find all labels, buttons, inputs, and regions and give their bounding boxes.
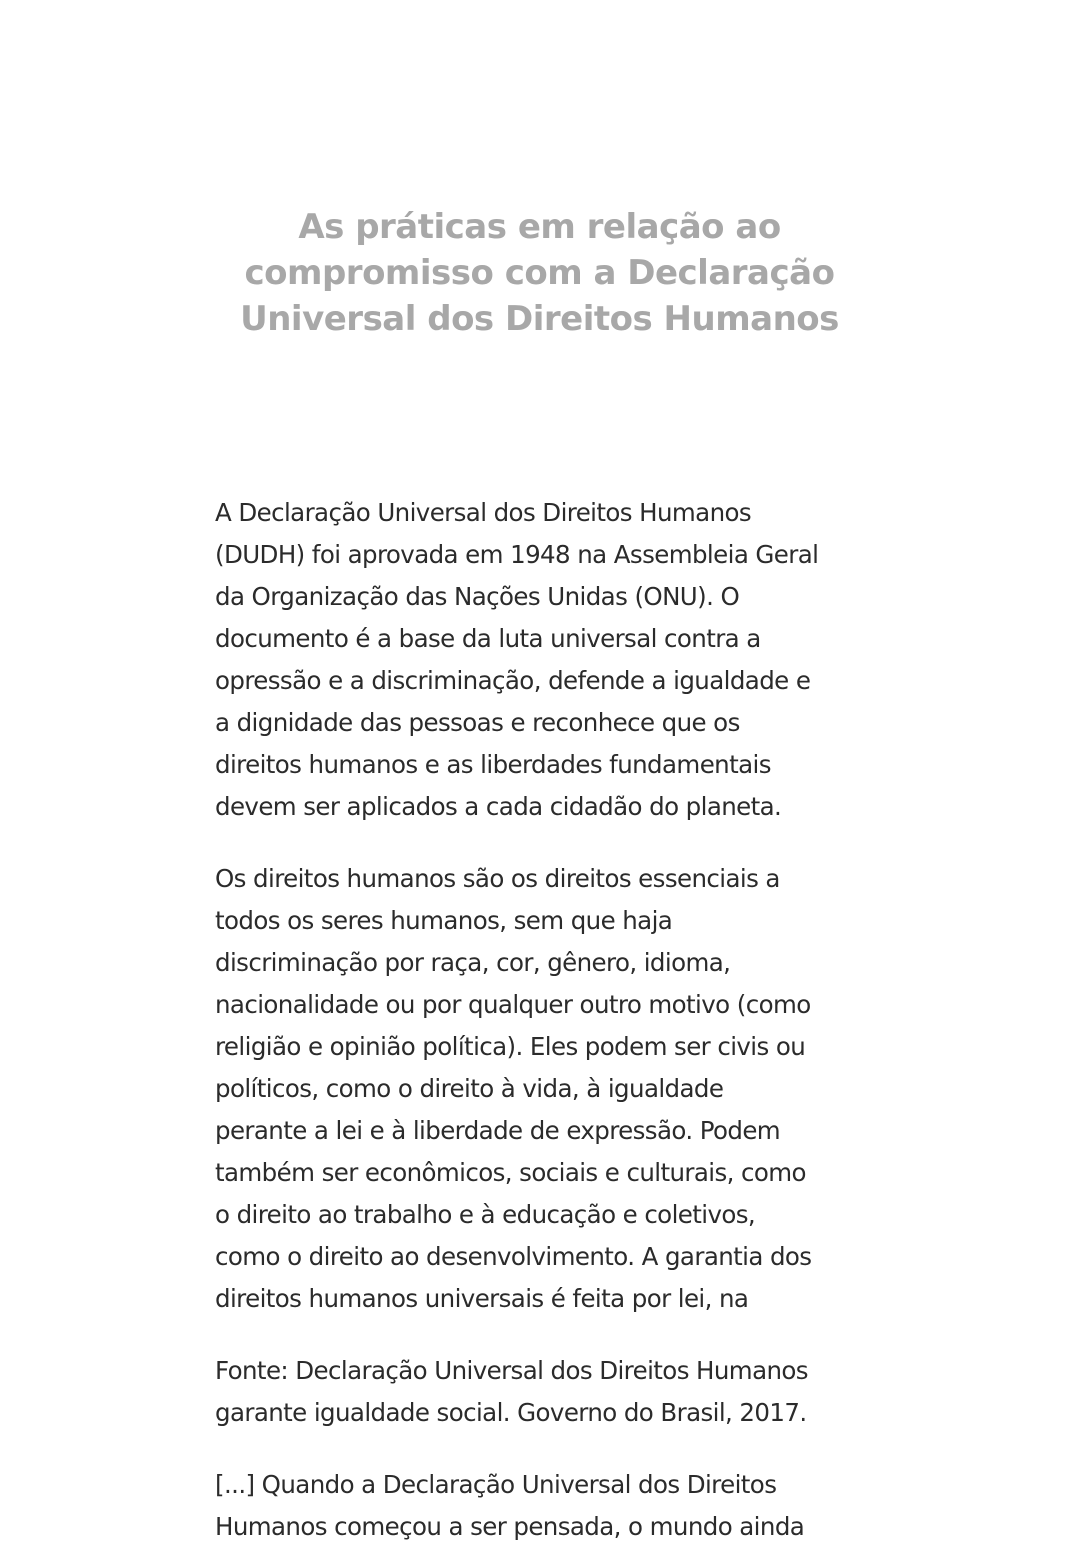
body-text <box>215 492 865 1544</box>
text-line: documento é a base da luta universal contra a <box>215 624 761 653</box>
text-line: (DUDH) foi aprovada em 1948 na Assembleia Geral <box>215 540 819 569</box>
text-line: o direito ao trabalho e à educação e coletivos, <box>215 1200 756 1229</box>
title-line: As práticas em relação ao <box>298 207 781 247</box>
page-title <box>215 204 864 342</box>
title-line: compromisso com a Declaração <box>244 253 835 293</box>
paragraph-human-rights <box>215 858 865 1320</box>
text-line: nacionalidade ou por qualquer outro motivo (como <box>215 990 811 1019</box>
text-line: direitos humanos universais é feita por lei, na <box>215 1284 749 1313</box>
text-line: garante igualdade social. Governo do Brasil, 2017. <box>215 1398 807 1427</box>
text-line: também ser econômicos, sociais e culturais, como <box>215 1158 806 1187</box>
text-line: da Organização das Nações Unidas (ONU). O <box>215 582 740 611</box>
text-line: Fonte: Declaração Universal dos Direitos Humanos <box>215 1356 808 1385</box>
paragraph-dudh-intro <box>215 492 865 828</box>
text-line: a dignidade das pessoas e reconhece que os <box>215 708 740 737</box>
text-line: religião e opinião política). Eles podem ser civis ou <box>215 1032 806 1061</box>
text-line: perante a lei e à liberdade de expressão. Podem <box>215 1116 781 1145</box>
text-line: A Declaração Universal dos Direitos Humanos <box>215 498 752 527</box>
text-line: devem ser aplicados a cada cidadão do planeta. <box>215 792 782 821</box>
text-line: [...] Quando a Declaração Universal dos Direitos <box>215 1470 777 1499</box>
text-line: opressão e a discriminação, defende a igualdade e <box>215 666 811 695</box>
text-line: todos os seres humanos, sem que haja <box>215 906 673 935</box>
paragraph-source <box>215 1350 865 1434</box>
text-line: discriminação por raça, cor, gênero, idioma, <box>215 948 731 977</box>
text-line: Os direitos humanos são os direitos essenciais a <box>215 864 780 893</box>
title-line: Universal dos Direitos Humanos <box>240 299 839 339</box>
paragraph-quote <box>215 1464 865 1544</box>
text-line: como o direito ao desenvolvimento. A garantia dos <box>215 1242 812 1271</box>
text-line: Humanos começou a ser pensada, o mundo ainda <box>215 1512 805 1541</box>
text-line: políticos, como o direito à vida, à igualdade <box>215 1074 724 1103</box>
text-line: direitos humanos e as liberdades fundamentais <box>215 750 771 779</box>
